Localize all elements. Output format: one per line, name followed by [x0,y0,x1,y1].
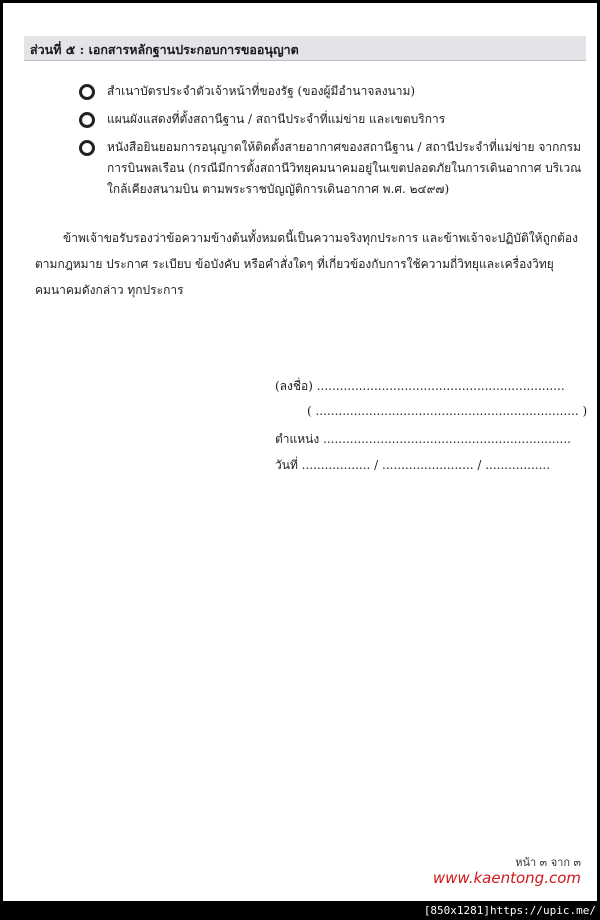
list-item [79,137,589,200]
document-list [79,81,589,207]
section-title: ส่วนที่ ๕ : เอกสารหลักฐานประกอบการขออนุญาต [30,42,299,57]
image-info-bar [0,903,600,920]
circle-bullet-icon [79,140,95,156]
position-line: ตำแหน่ง ................................................................. [275,432,571,446]
list-item-text: แผนผังแสดงที่ตั้งสถานีฐาน / สถานีประจำที่แม่ข่าย และเขตบริการ [107,112,446,126]
circle-bullet-icon [79,112,95,128]
document-page [3,3,597,901]
site-watermark: www.kaentong.com [432,869,581,887]
list-item-text: สำเนาบัตรประจำตัวเจ้าหน้าที่ของรัฐ (ของผู้มีอำนาจลงนาม) [107,84,416,98]
name-line: ( ..................................................................... ) [307,404,588,418]
declaration-text: ข้าพเจ้าขอรับรองว่าข้อความข้างต้นทั้งหมดนี้เป็นความจริงทุกประการ และข้าพเจ้าจะปฏิบัติให้ถูกต้องตามกฎหมาย ประกาศ ระเบียบ ข้อบังคับ หรือคำสั่งใดๆ ที่เกี่ยวข้องกับการใช้ความถี่วิทยุและเครื่องวิทยุคมนาคมดังกล่าว ทุกประการ [35,231,578,297]
image-info-label: [850x1281]https://upic.me/ [423,904,596,917]
list-item [79,109,589,130]
page-number: หน้า ๓ จาก ๓ [515,856,581,869]
declaration-paragraph [35,225,585,303]
list-item [79,81,589,102]
circle-bullet-icon [79,84,95,100]
list-item-text: หนังสือยินยอมการอนุญาตให้ติดตั้งสายอากาศของสถานีฐาน / สถานีประจำที่แม่ข่าย จากกรมการบินพลเรือน (กรณีมีการตั้งสถานีวิทยุคมนาคมอยู่ในเขตปลอดภัยในการเดินอากาศ บริเวณใกล้เคียงสนามบิน ตามพระราชบัญญัติการเดินอากาศ พ.ศ. ๒๔๙๗) [107,140,582,196]
section-header-bar [24,36,586,61]
date-line: วันที่ .................. / ........................ / ................. [275,458,551,472]
signature-line: (ลงชื่อ) ................................................................. [275,379,565,393]
